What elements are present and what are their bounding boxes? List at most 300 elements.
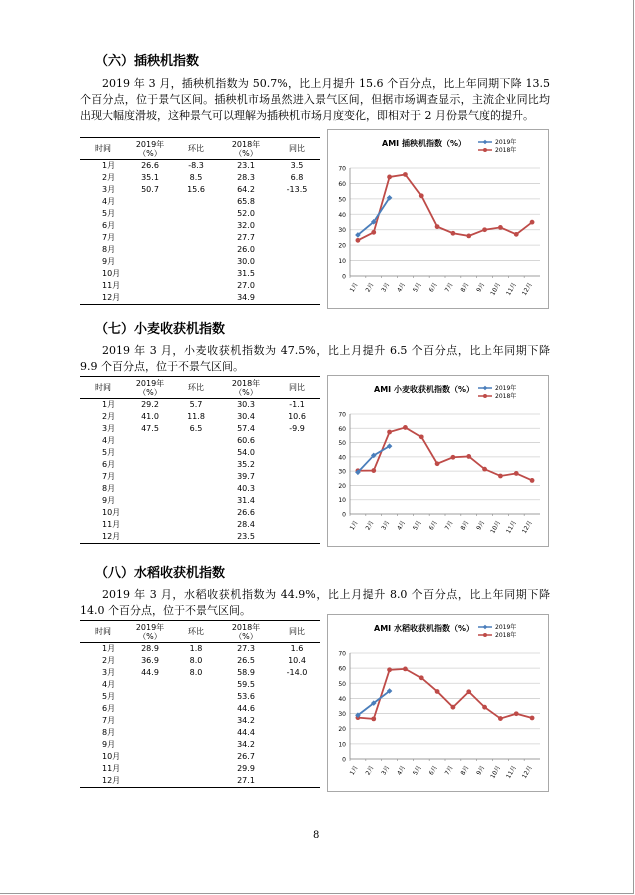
table-cell: 3月 [102, 185, 116, 194]
x-tick-label: 11月 [505, 764, 518, 780]
table-cell: 2月 [102, 656, 116, 665]
x-tick-label: 7月 [443, 764, 455, 777]
table-row [80, 739, 320, 751]
data-point [371, 716, 376, 721]
table-cell: -1.1 [289, 400, 305, 409]
y-tick-label: 70 [338, 165, 346, 173]
chart-title: AMI 水稻收获机指数（%） [374, 624, 474, 633]
table-row [80, 751, 320, 763]
table-cell [174, 280, 218, 292]
data-point [514, 471, 519, 476]
table-cell [174, 244, 218, 256]
legend-marker [483, 633, 487, 637]
table-row [80, 435, 320, 447]
x-tick-label: 10月 [489, 764, 503, 780]
legend-label: 2018年 [495, 632, 517, 640]
y-tick-label: 10 [338, 258, 346, 266]
table-cell: 57.4 [237, 424, 255, 433]
data-point [435, 689, 440, 694]
x-tick-label: 3月 [380, 281, 392, 294]
table-cell [174, 196, 218, 208]
table-cell [126, 727, 174, 739]
x-tick-label: 5月 [412, 764, 423, 777]
table-cell [174, 507, 218, 519]
section-paragraph-rice: 2019 年 3 月，水稻收获机指数为 44.9%，比上月提升 8.0 个百分点，比上年同期下降 14.0 个百分点，位于不景气区间。 [80, 588, 550, 617]
table-cell [274, 715, 320, 727]
table-cell: 44.6 [237, 704, 255, 713]
table-cell: 8.5 [189, 173, 203, 182]
table-cell: 8月 [102, 245, 116, 254]
table-header-cell: 同比 [289, 144, 305, 153]
y-tick-label: 10 [338, 741, 346, 749]
table-cell: 31.5 [237, 269, 255, 278]
table-cell [126, 495, 174, 507]
data-point [387, 430, 392, 435]
table-cell: 9月 [102, 740, 116, 749]
table-cell [126, 459, 174, 471]
table-row [80, 471, 320, 483]
table-cell [174, 220, 218, 232]
table-cell [174, 483, 218, 495]
data-point [419, 193, 424, 198]
table-cell: 27.7 [237, 233, 255, 242]
table-cell [274, 459, 320, 471]
data-point [498, 225, 503, 230]
table-row [80, 691, 320, 703]
table-row [80, 184, 320, 196]
table-cell: -13.5 [286, 185, 308, 194]
table-cell [274, 483, 320, 495]
table-cell [126, 715, 174, 727]
legend-marker [483, 386, 488, 391]
x-tick-label: 2月 [364, 519, 376, 532]
y-tick-label: 60 [338, 180, 346, 188]
x-tick-label: 3月 [380, 519, 392, 532]
table-cell: 10月 [102, 508, 121, 517]
table-cell [174, 459, 218, 471]
table-cell [274, 196, 320, 208]
y-tick-label: 20 [338, 726, 346, 734]
table-cell [174, 519, 218, 531]
table-cell [274, 507, 320, 519]
table-row [80, 160, 320, 173]
table-cell [126, 739, 174, 751]
table-header-cell: 2019年 （%） [135, 378, 165, 397]
data-point [498, 474, 503, 479]
table-cell [174, 256, 218, 268]
legend-marker [483, 394, 487, 398]
table-cell: 35.2 [237, 460, 255, 469]
table-header-cell: 2018年 （%） [231, 622, 261, 641]
table-cell: 53.6 [237, 692, 255, 701]
table-cell [274, 268, 320, 280]
table-cell: 10.4 [288, 656, 306, 665]
table-cell [174, 435, 218, 447]
table-cell: 7月 [102, 472, 116, 481]
table-cell: 1月 [102, 161, 116, 170]
table-cell: 4月 [102, 197, 116, 206]
legend-marker [483, 625, 488, 630]
table-cell: 26.0 [237, 245, 255, 254]
x-tick-label: 8月 [459, 764, 471, 777]
table-row [80, 172, 320, 184]
table-cell: -14.0 [286, 668, 308, 677]
table-cell [274, 727, 320, 739]
data-table-wheat [80, 376, 320, 544]
table-cell [174, 751, 218, 763]
data-point [530, 478, 535, 483]
table-row [80, 483, 320, 495]
table-row [80, 531, 320, 544]
table-cell: 26.6 [237, 508, 255, 517]
table-cell [174, 232, 218, 244]
x-tick-label: 1月 [348, 281, 360, 294]
y-tick-label: 60 [338, 425, 346, 433]
table-header-cell: 2019年 （%） [135, 622, 165, 641]
table-cell: 32.0 [237, 221, 255, 230]
y-tick-label: 0 [342, 273, 346, 281]
table-cell [126, 435, 174, 447]
chart-svg [328, 615, 548, 791]
table-row [80, 208, 320, 220]
table-cell: 47.5 [141, 424, 159, 433]
table-row [80, 507, 320, 519]
table-cell: 6月 [102, 221, 116, 230]
data-point [466, 689, 471, 694]
table-cell [274, 751, 320, 763]
data-point [387, 667, 392, 672]
table-cell: 7月 [102, 233, 116, 242]
y-tick-label: 10 [338, 497, 346, 505]
table-cell: 34.9 [237, 293, 255, 302]
table-cell [126, 220, 174, 232]
y-tick-label: 0 [342, 756, 346, 764]
table-cell: 5.7 [189, 400, 203, 409]
x-tick-label: 6月 [427, 519, 439, 532]
table-cell [174, 208, 218, 220]
table-cell [174, 715, 218, 727]
legend-label: 2018年 [495, 393, 517, 401]
y-tick-label: 20 [338, 242, 346, 250]
table-cell: 11月 [102, 520, 121, 529]
x-tick-label: 1月 [348, 764, 360, 777]
data-table-rice [80, 620, 320, 788]
table-cell: 34.2 [237, 740, 255, 749]
table-row [80, 244, 320, 256]
table-cell [174, 292, 218, 305]
table-row [80, 727, 320, 739]
x-tick-label: 9月 [475, 519, 487, 532]
table-cell: 39.7 [237, 472, 255, 481]
table-row [80, 196, 320, 208]
data-point [403, 667, 408, 672]
table-cell [274, 703, 320, 715]
data-point [371, 468, 376, 473]
table-cell [174, 531, 218, 544]
table-row [80, 667, 320, 679]
x-tick-label: 3月 [380, 764, 392, 777]
table-cell [174, 679, 218, 691]
table-cell [174, 703, 218, 715]
table-cell: 6月 [102, 460, 116, 469]
table-cell: 30.3 [237, 400, 255, 409]
table-cell [126, 447, 174, 459]
y-tick-label: 0 [342, 511, 346, 519]
table-cell: 8.0 [189, 668, 203, 677]
table-cell: 40.3 [237, 484, 255, 493]
x-tick-label: 12月 [520, 281, 534, 297]
table-cell: 8.0 [189, 656, 203, 665]
table-row [80, 268, 320, 280]
table-cell: 50.7 [141, 185, 159, 194]
y-tick-label: 30 [338, 227, 346, 235]
data-point [451, 231, 456, 236]
table-cell: 28.9 [141, 644, 159, 653]
y-tick-label: 20 [338, 482, 346, 490]
table-cell: 1.6 [290, 644, 304, 653]
y-tick-label: 50 [338, 680, 346, 688]
table-cell: 11月 [102, 764, 121, 773]
table-cell [274, 519, 320, 531]
x-tick-label: 10月 [489, 281, 503, 297]
x-tick-label: 6月 [427, 281, 439, 294]
data-point [403, 172, 408, 177]
table-cell: 30.0 [237, 257, 255, 266]
table-cell: 2月 [102, 173, 116, 182]
section-title-rice: （八）水稻收获机指数 [95, 566, 226, 581]
data-point [466, 233, 471, 238]
table-cell: 8月 [102, 484, 116, 493]
data-point [482, 467, 487, 472]
y-tick-label: 40 [338, 695, 346, 703]
y-tick-label: 40 [338, 454, 346, 462]
table-cell [126, 244, 174, 256]
table-cell: 31.4 [237, 496, 255, 505]
x-tick-label: 12月 [520, 519, 534, 535]
table-cell: -8.3 [188, 161, 204, 170]
section-title-transplanter: （六）插秧机指数 [95, 54, 200, 69]
y-tick-label: 70 [338, 650, 346, 658]
table-header-cell: 环比 [188, 627, 204, 636]
table-header-cell: 2018年 （%） [231, 139, 261, 158]
table-cell [274, 292, 320, 305]
data-point [419, 675, 424, 680]
data-point [371, 230, 376, 235]
table-cell: 10月 [102, 752, 121, 761]
x-tick-label: 9月 [475, 764, 487, 777]
x-tick-label: 4月 [396, 764, 408, 777]
table-cell: 35.1 [141, 173, 159, 182]
data-point [419, 434, 424, 439]
data-point [435, 461, 440, 466]
table-cell: 6.5 [189, 424, 203, 433]
table-cell: 12月 [102, 293, 121, 302]
data-point [498, 716, 503, 721]
table-cell [274, 232, 320, 244]
table-cell [126, 691, 174, 703]
data-point [356, 238, 361, 243]
table-cell: 27.0 [237, 281, 255, 290]
table-row [80, 292, 320, 305]
table-cell: 3.5 [290, 161, 304, 170]
table-cell: 12月 [102, 776, 121, 785]
table-cell: 1月 [102, 400, 116, 409]
table-header-row [80, 377, 320, 399]
table-cell: 27.3 [237, 644, 255, 653]
table-row [80, 703, 320, 715]
table-cell: 29.2 [141, 400, 159, 409]
table-cell [174, 471, 218, 483]
table-cell [126, 507, 174, 519]
data-point [482, 227, 487, 232]
table-cell [174, 763, 218, 775]
table-header-cell: 同比 [289, 383, 305, 392]
x-tick-label: 2月 [364, 764, 376, 777]
table-cell: 1.8 [189, 644, 203, 653]
table-row [80, 423, 320, 435]
table-cell [274, 244, 320, 256]
table-header-cell: 环比 [188, 383, 204, 392]
data-point [482, 705, 487, 710]
x-tick-label: 8月 [459, 519, 471, 532]
table-header-cell: 同比 [289, 627, 305, 636]
table-cell [274, 763, 320, 775]
table-cell [274, 691, 320, 703]
table-cell: 29.9 [237, 764, 255, 773]
series-line-1 [358, 427, 532, 480]
table-cell [126, 232, 174, 244]
table-cell: 65.8 [237, 197, 255, 206]
table-cell: 36.9 [141, 656, 159, 665]
table-row [80, 256, 320, 268]
table-cell: 52.0 [237, 209, 255, 218]
section-paragraph-transplanter: 2019 年 3 月，插秧机指数为 50.7%，比上月提升 15.6 个百分点，比上年同期下降 13.5 个百分点，位于景气区间。插秧机市场虽然进入景气区间，但据市场调查显示，主流企业同比均出现大幅度滑坡，这种景气可以理解为插秧机市场月度变化，即相对于 2 月份景气度的提升。 [80, 77, 550, 122]
table-row [80, 447, 320, 459]
table-header-row [80, 621, 320, 643]
table-cell: 10.6 [288, 412, 306, 421]
table-row [80, 495, 320, 507]
data-point [530, 220, 535, 225]
table-cell: 15.6 [187, 185, 205, 194]
x-tick-label: 4月 [396, 281, 408, 294]
table-cell [126, 519, 174, 531]
table-row [80, 763, 320, 775]
table-cell [174, 775, 218, 788]
chart-wheat [327, 375, 549, 547]
table-cell [274, 435, 320, 447]
chart-title: AMI 小麦收获机指数（%） [374, 385, 474, 394]
section-title-wheat: （七）小麦收获机指数 [95, 322, 226, 337]
x-tick-label: 4月 [396, 519, 408, 532]
x-tick-label: 9月 [475, 281, 487, 294]
table-row [80, 232, 320, 244]
table-cell: 27.1 [237, 776, 255, 785]
table-header-row [80, 138, 320, 160]
y-tick-label: 50 [338, 440, 346, 448]
table-cell [174, 495, 218, 507]
legend-label: 2019年 [495, 139, 517, 147]
data-point [514, 232, 519, 237]
table-cell: 28.3 [237, 173, 255, 182]
table-cell: 12月 [102, 532, 121, 541]
legend-label: 2019年 [495, 624, 517, 632]
chart-title: AMI 插秧机指数（%） [382, 139, 466, 148]
table-row [80, 399, 320, 412]
data-point [451, 705, 456, 710]
table-cell: 10月 [102, 269, 121, 278]
table-cell [126, 751, 174, 763]
data-point [387, 175, 392, 180]
x-tick-label: 11月 [505, 281, 518, 297]
table-cell: -9.9 [289, 424, 305, 433]
table-row [80, 655, 320, 667]
table-cell [274, 280, 320, 292]
table-cell: 26.7 [237, 752, 255, 761]
series-line-1 [358, 669, 532, 719]
table-row [80, 643, 320, 656]
table-cell [174, 691, 218, 703]
table-cell: 2月 [102, 412, 116, 421]
x-tick-label: 1月 [348, 519, 360, 532]
table-cell [126, 763, 174, 775]
table-cell [126, 292, 174, 305]
table-cell [126, 280, 174, 292]
table-row [80, 519, 320, 531]
table-header-cell: 时间 [95, 627, 111, 636]
table-cell: 54.0 [237, 448, 255, 457]
table-cell [274, 739, 320, 751]
table-cell: 5月 [102, 692, 116, 701]
x-tick-label: 5月 [412, 281, 423, 294]
y-tick-label: 30 [338, 711, 346, 719]
table-cell [126, 196, 174, 208]
table-cell: 11.8 [187, 412, 205, 421]
chart-svg [328, 376, 548, 546]
data-point [403, 425, 408, 430]
table-cell: 59.5 [237, 680, 255, 689]
table-cell: 9月 [102, 257, 116, 266]
table-cell: 9月 [102, 496, 116, 505]
table-cell: 3月 [102, 424, 116, 433]
data-point [466, 454, 471, 459]
table-cell: 1月 [102, 644, 116, 653]
table-cell: 41.0 [141, 412, 159, 421]
table-cell: 7月 [102, 716, 116, 725]
table-cell [174, 727, 218, 739]
table-cell [126, 703, 174, 715]
table-cell: 28.4 [237, 520, 255, 529]
section-paragraph-wheat: 2019 年 3 月，小麦收获机指数为 47.5%，比上月提升 6.5 个百分点，比上年同期下降 9.9 个百分点，位于不景气区间。 [80, 344, 550, 373]
legend-marker [483, 148, 487, 152]
table-cell [126, 531, 174, 544]
table-cell: 3月 [102, 668, 116, 677]
table-cell [274, 447, 320, 459]
table-cell [274, 495, 320, 507]
x-tick-label: 8月 [459, 281, 471, 294]
table-cell: 26.5 [237, 656, 255, 665]
table-header-cell: 时间 [95, 383, 111, 392]
table-cell: 23.1 [237, 161, 255, 170]
table-cell [126, 268, 174, 280]
table-row [80, 220, 320, 232]
table-cell [174, 739, 218, 751]
table-row [80, 280, 320, 292]
table-cell: 26.6 [141, 161, 159, 170]
x-tick-label: 7月 [443, 281, 455, 294]
data-point [514, 711, 519, 716]
y-tick-label: 30 [338, 468, 346, 476]
y-tick-label: 40 [338, 211, 346, 219]
